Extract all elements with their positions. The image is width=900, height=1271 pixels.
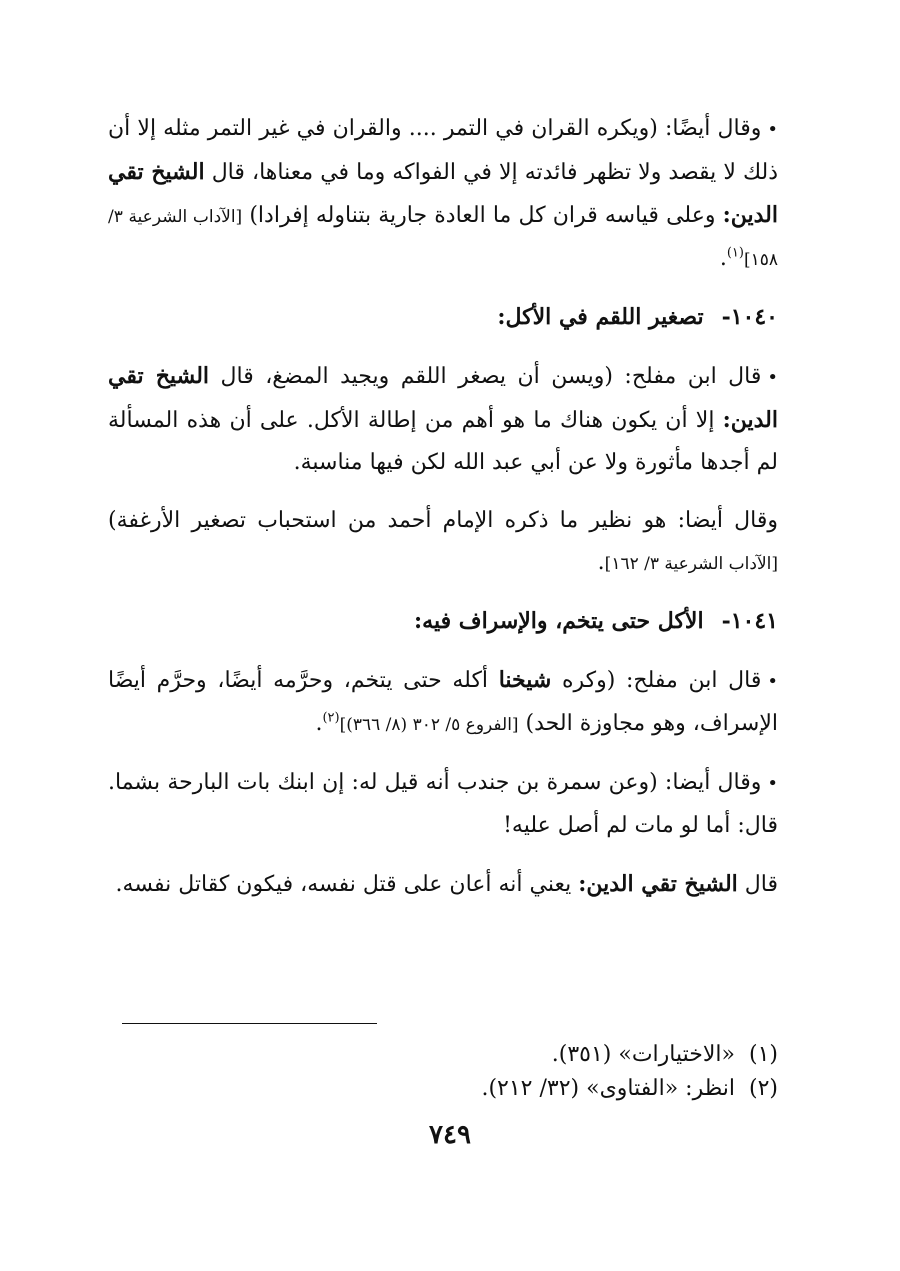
- source-citation: [الآداب الشرعية ٣/ ١٦٢]: [604, 554, 778, 574]
- footnote-number: (١): [748, 1042, 778, 1067]
- paragraph-text: يعني أنه أعان على قتل نفسه، فيكون كقاتل نفسه.: [115, 872, 579, 897]
- footnote-ref: (٢): [322, 710, 340, 726]
- footnote-item: [108, 1038, 778, 1072]
- section-title: تصغير اللقم في الأكل:: [497, 304, 704, 330]
- emphasis-text: شيخنا: [498, 667, 552, 693]
- paragraph-samura: [108, 762, 778, 847]
- bullet-icon: •: [767, 367, 779, 388]
- section-number: ١٠٤٠-: [721, 304, 778, 330]
- bullet-icon: •: [767, 773, 778, 794]
- footnote-text: انظر: «الفتاوى» (٣٢/ ٢١٢).: [481, 1076, 735, 1101]
- paragraph-end: .: [597, 550, 605, 575]
- emphasis-text: الشيخ تقي الدين:: [578, 871, 738, 897]
- paragraph-overeating: [108, 659, 778, 746]
- emphasis-text: الشيخ تقي الدين:: [108, 363, 778, 433]
- paragraph-text: قال ابن مفلح: (وكره: [551, 668, 762, 693]
- paragraph-end: .: [719, 246, 727, 271]
- emphasis-text: الشيخ تقي الدين:: [108, 159, 778, 228]
- footnote-divider: [122, 1023, 377, 1024]
- footnote-item: [108, 1072, 778, 1106]
- page-number: ٧٤٩: [429, 1120, 471, 1150]
- section-number: ١٠٤١-: [721, 608, 778, 634]
- section-heading-1041: [108, 601, 778, 641]
- paragraph-small-morsels: [108, 355, 778, 484]
- footnote-text: «الاختيارات» (٣٥١).: [551, 1042, 735, 1067]
- paragraph-loaves: [108, 500, 778, 585]
- footnote-number: (٢): [748, 1076, 778, 1101]
- source-citation: [الفروع ٥/ ٣٠٢ (٨/ ٣٦٦)]: [339, 715, 519, 735]
- paragraph-text: أكله حتى يتخم، وحرَّمه أيضًا، وحرَّم أيضًا الإسراف، وهو مجاوزة الحد): [108, 668, 778, 736]
- paragraph-text: وقال أيضا: (وعن سمرة بن جندب أنه قيل له: إن ابنك بات البارحة بشما. قال: أما لو مات لم أصل عليه!: [108, 770, 778, 838]
- bullet-icon: •: [767, 671, 778, 692]
- bullet-icon: •: [767, 119, 778, 140]
- page-body: [108, 108, 778, 922]
- paragraph-text: وقال أيضا: هو نظير ما ذكره الإمام أحمد من استحباب تصغير الأرغفة): [108, 508, 778, 533]
- source-citation: [الآداب الشرعية ٣/ ١٥٨]: [108, 207, 778, 270]
- paragraph-end: .: [315, 711, 323, 736]
- paragraph-text: وعلى قياسه قران كل ما العادة جارية بتناوله إفرادا): [242, 203, 723, 228]
- footnote-ref: (١): [726, 245, 744, 261]
- paragraph-qiran: [108, 108, 778, 281]
- paragraph-commentary: [108, 863, 778, 906]
- paragraph-text: وقال أيضًا: (ويكره القران في التمر .... والقران في غير التمر مثله إلا أن ذلك لا يقصد ولا تظهر فائدته إلا في الفواكه وما في معناها، قال: [108, 116, 779, 185]
- paragraph-text: قال ابن مفلح: (ويسن أن يصغر اللقم ويجيد المضغ، قال: [209, 364, 762, 389]
- section-title: الأكل حتى يتخم، والإسراف فيه:: [414, 608, 704, 634]
- paragraph-text: قال: [737, 872, 778, 897]
- paragraph-text: إلا أن يكون هناك ما هو أهم من إطالة الأكل. على أن هذه المسألة لم أجدها مأثورة ولا عن أبي عبد الله لكن فيها مناسبة.: [108, 408, 778, 475]
- footnotes: [108, 1038, 778, 1106]
- section-heading-1040: [108, 297, 778, 337]
